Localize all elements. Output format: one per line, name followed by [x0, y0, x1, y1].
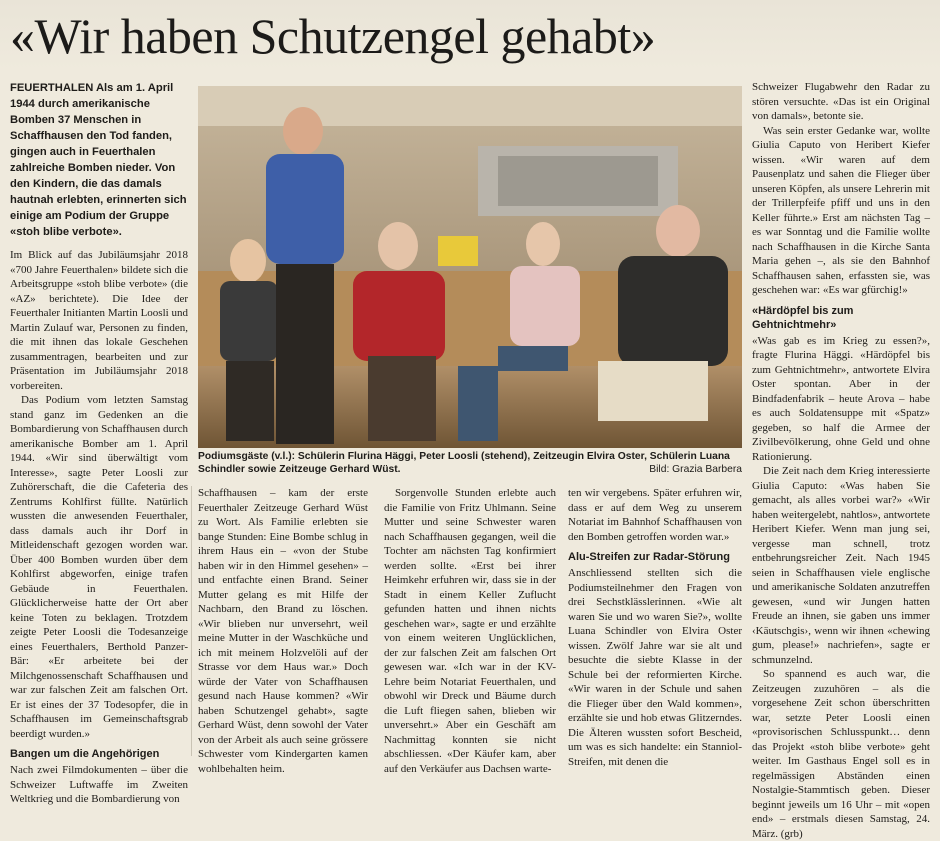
caption-text: Podiumsgäste (v.l.): Schülerin Flurina Häggi, Peter Loosli (stehend), Zeitzeugin Elvira Oster, Schülerin Luana Schindler sowie Zeitzeuge Gerhard Wüst. — [198, 451, 730, 475]
photo-credit: Bild: Grazia Barbera — [649, 464, 742, 475]
lead-paragraph: FEUERTHALEN Als am 1. April 1944 durch amerikanische Bomben 37 Menschen in Schaffhausen den Tod fanden, gingen auch in Feuerthalen zahlreiche Bomben nieder. Von den Kindern, die das damals hautnah erlebten, erinnerten sich einige am Podium der Gruppe «stoh blibe verbote». — [10, 82, 187, 238]
subheading-alu-streifen: Alu-Streifen zur Radar-Störung — [568, 551, 730, 563]
subheading-haerdoepfel: «Härdöpfel bis zum Gehtnichtmehr» — [752, 304, 854, 331]
col1-paragraph-3: Nach zwei Filmdokumenten – über die Schweizer Luftwaffe im Zweiten Weltkrieg und die Bombardierung von — [10, 764, 188, 805]
col4-paragraph-1: ten wir vergebens. Später erfuhren wir, dass er auf dem Weg zu unserem Notariat im Bahnhof Schaffhausen von den Bomben getroffen worden war.» — [568, 487, 742, 543]
column-5 — [752, 80, 930, 840]
col5-paragraph-2: Was sein erster Gedanke war, wollte Giulia Caputo von Heribert Kiefer wissen. «Wir waren auf dem Pausenplatz und sahen die Flieger über unseren Köpfen, als unsere Lehrerin mit der Trillerpfeife pfiff und uns in den Keller führte.» Erst am nächsten Tag – es war Sonntag und die Familie wollte nach Schaffhausen in die Kirche Santa Maria gehen –, als sie den Bahnhof Schaffhausen sahen, erfassten sie, was geschehen war: «Es war gfürchig!» — [752, 124, 930, 296]
col4-paragraph-2: Anschliessend stellten sich die Podiumsteilnehmer den Fragen von drei Sechstklässlerinnen. «Wie alt waren Sie und wo waren Sie?», wollte Luana Schindler von Elvira Oster wissen. Zwölf Jahre war sie alt und besuchte die siebte Klasse in der Schule bei der reformierten Kirche. «Wir waren in der Schule und sahen die Flieger über den Wald kommen», erzählte sie und hob etwas Glitzerndes. Die Älteren wussten sofort Bescheid, um was es sich handelte: ein Stanniol-Streifen, mit denen die — [568, 567, 742, 768]
col5-paragraph-1: Schweizer Flugabwehr den Radar zu stören versuchte. «Das ist ein Original von damals», betonte sie. — [752, 81, 930, 122]
headline: «Wir haben Schutzengel gehabt» — [10, 8, 656, 64]
column-separator — [191, 486, 192, 756]
col2-paragraph: Schaffhausen – kam der erste Feuerthaler Zeitzeuge Gerhard Wüst zu Wort. Als Familie erlebten sie bange Stunden: Eine Bombe schlug in ihrem Haus ein – «von der Stube haben wir in den Himmel gesehen» – und entfachte einen Brand. Seiner Mutter gelang es mit Hilfe der Nachbarn, den Brand zu löschen. «Wir blieben nur unversehrt, weil meine Mutter in der Waschküche und ich mit meinem Holzvelöli auf der Strasse vor dem Haus war.» Doch würde der Vater von Schaffhausen gesund nach Hause kommen? «Wir haben Schutzengel gehabt», sagte Gerhard Wüst, denn sowohl der Vater von der Arbeit als auch seine grössere Schwester vom Kindergarten kamen wohlbehalten heim. — [198, 487, 368, 775]
col3-paragraph: Sorgenvolle Stunden erlebte auch die Familie von Fritz Uhlmann. Seine Mutter und seine Schwester waren nach Schaffhausen gegangen, weil die Tochter am nächsten Tag konfirmiert werden sollte. «Erst bei ihrer Heimkehr erfuhren wir, dass sie in der Stadt in einem Keller Zuflucht gefunden hatten und ihnen nichts geschehen war», sagte er und erzählte von einem weiteren Unglücklichen, der zur falschen Zeit am falschen Ort gewesen war. «Ich war in der KV-Lehre beim Notariat Feuerthalen, und obwohl wir Dreck und Bäume durch die Luft fliegen sahen, blieben wir unversehrt.» Aber ein Geschäft am Nachmittag konnten sie nicht abschliessen. «Der Käufer kam, aber auf den Verkäufer aus Dachsen warte- — [384, 487, 556, 775]
col1-paragraph-2: Das Podium vom letzten Samstag stand ganz im Gedenken an die Bombardierung von Schaffhausen durch amerikanische Bomber am 1. April 1944. «Wir sind überwältigt vom Interesse», sagte Peter Loosli zur Zuhörerschaft, die die Cafeteria des Zentrums Kohlfirst füllte. Natürlich wussten die anwesenden Feuerthaler, dass damals auch ihr Dorf in Mitleidenschaft gezogen worden war. Über 400 Bomben wurden über dem Kohlfirst abgeworfen, einige trafen Gebäude in Feuerthalen. Glücklicherweise hatte der Ort aber keine Toten zu beklagen. Trotzdem zeigte Peter Loosli die Todesanzeige eines Feuerthalers, Berthold Panzer-Bär: «Er arbeitete bei der Milchgenossenschaft Schaffhausen und war zur falschen Zeit am falschen Ort. Er ist eines der 37 Todesopfer, die in Schaffhausen im Gemeinschaftsgrab beerdigt wurden.» — [10, 394, 188, 740]
column-1 — [10, 80, 188, 805]
col1-paragraph-1: Im Blick auf das Jubiläumsjahr 2018 «700 Jahre Feuerthalen» bildete sich die Arbeitsgruppe «stoh blibe verbote» (die «AZ» berichtete). Die Idee der Feuerthaler Initianten Martin Loosli und Martin Zulauf war, Personen zu finden, die mit ihnen das lokale Geschehen zusammentragen, bearbeiten und zur Präsentation im Jubiläumsjahr 2018 vorbereiten. — [10, 249, 188, 392]
photo-caption — [198, 450, 742, 476]
col5-paragraph-3: «Was gab es im Krieg zu essen?», fragte Flurina Häggi. «Härdöpfel bis zum Gehtnichtmehr», antwortete Elvira Oster spontan. Aber in der Bindfadenfabrik – heute Arova – habe es auch Soldatensuppe mit «Spatz» gegeben, so half die Armee der Zivilbevölkerung, ohne Geld und ohne Rationierung. — [752, 334, 930, 463]
col5-paragraph-4: Die Zeit nach dem Krieg interessierte Giulia Caputo: «Was haben Sie gemacht, als alles vorbei war?» «Wir haben weitergelebt, nahtlos», antwortete Heribert Kiefer. Wenn man jung sei, vergesse man schnell, trotz entbehrungsreicher Zeit. Nach 1945 seien in Schaffhausen viele englische und amerikanische Soldaten anzutreffen gewesen, «und wir Jungen hatten Freude an ihnen, sie gaben uns immer ‹Käutschgis›, wenn wir ihnen «chewing gum, please!» nachriefen», sagte er schmunzelnd. — [752, 465, 930, 666]
podium-photo-illustration — [198, 86, 742, 448]
column-2 — [198, 486, 368, 775]
subheading-bangen: Bangen um die Angehörigen — [10, 748, 160, 760]
column-3 — [384, 486, 556, 775]
col5-paragraph-5: So spannend es auch war, die Zeitzeugen zuzuhören – als die vorgesehene Zeit schon überschritten war, setzte Peter Loosli einen «provisorischen Schlusspunkt… denn das Projekt «stoh blibe verbote» geht weiter. Im Gasthaus Engel soll es in regelmässigen Abständen einen Nostalgie-Stammtisch geben. Dieser beginnt jeweils um 16 Uhr – mit «open end» – erstmals diesen Samstag, 24. März. (grb) — [752, 668, 930, 840]
article-photo — [198, 86, 742, 448]
column-4 — [568, 486, 742, 768]
